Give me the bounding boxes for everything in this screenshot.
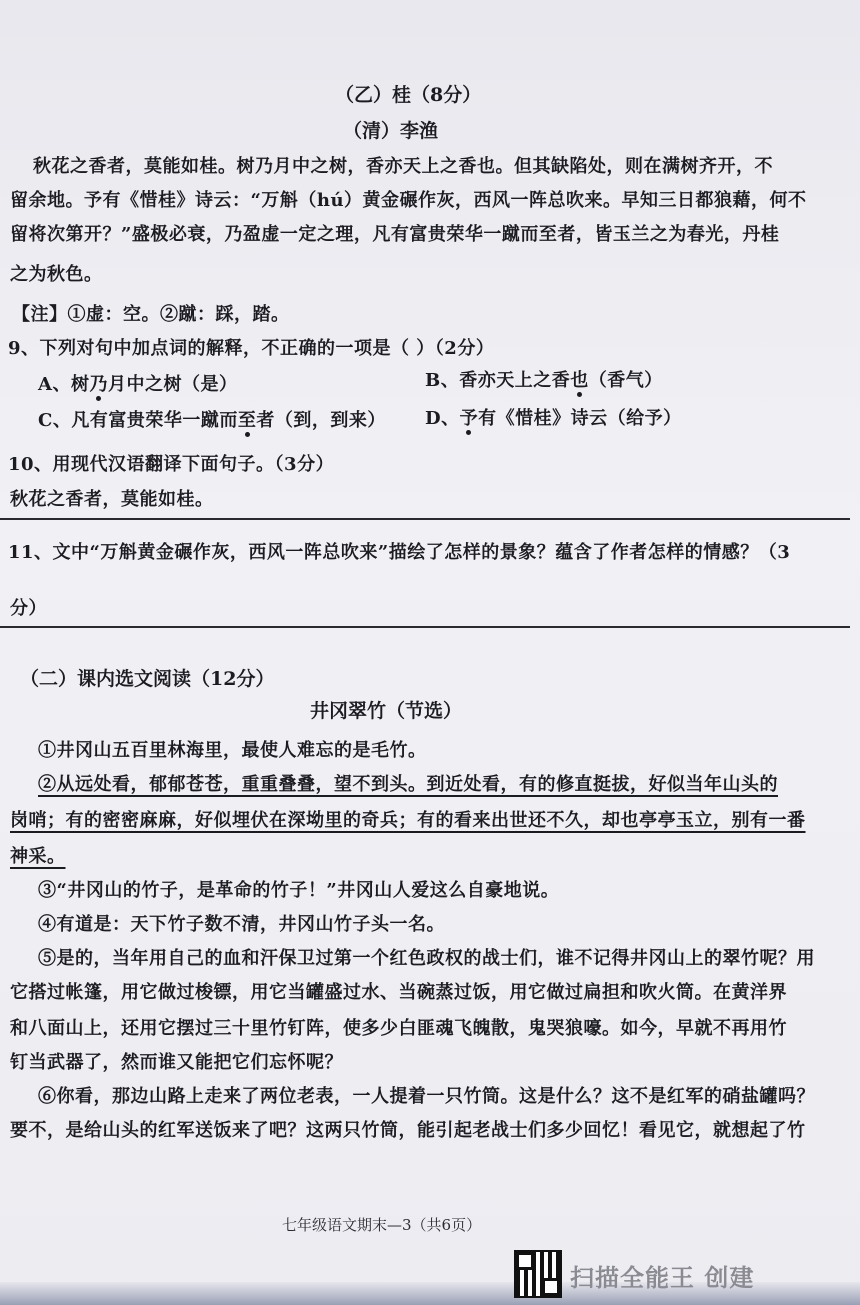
qr-code-icon — [516, 1252, 560, 1296]
paragraph-5-line-3: 和八面山上，还用它摆过三十里竹钉阵，使多少白匪魂飞魄散，鬼哭狼嚎。如今，早就不再用竹 — [10, 1018, 787, 1039]
paragraph-3: ③“井冈山的竹子，是革命的竹子！”井冈山人爱这么自豪地说。 — [38, 880, 560, 901]
page-number: 七年级语文期末—3（共6页） — [282, 1216, 482, 1234]
paragraph-4: ④有道是：天下竹子数不清，井冈山竹子头一名。 — [38, 914, 445, 935]
scanner-watermark: 扫描全能王 创建 — [570, 1264, 755, 1292]
q10-answer-line — [0, 518, 850, 520]
q11-line-2: 分） — [10, 598, 47, 619]
q9-stem: 9、下列对句中加点词的解释，不正确的一项是（ ）（2分） — [8, 338, 495, 359]
q11-line-1: 11、文中“万斛黄金碾作灰，西风一阵总吹来”描绘了怎样的景象？蕴含了作者怎样的情感？（3 — [8, 542, 791, 563]
q9-c-pre: C、凡有富贵荣华一蹴而 — [38, 410, 238, 431]
q9-option-d — [425, 404, 682, 430]
section-yi-line-3: 留将次第开？”盛极必衰，乃盈虚一定之理，凡有富贵荣华一蹴而至者，皆玉兰之为春光，丹桂 — [10, 224, 780, 245]
q9-option-c — [38, 406, 386, 432]
paragraph-6-line-1: ⑥你看，那边山路上走来了两位老表，一人提着一只竹筒。这是什么？这不是红军的硝盐罐吗？ — [38, 1086, 815, 1107]
q9-a-dot-word: 乃 — [89, 374, 108, 395]
section-yi-line-1: 秋花之香者，莫能如桂。树乃月中之树，香亦天上之香也。但其缺陷处，则在满树齐开，不 — [33, 156, 773, 177]
q9-d-pre: D、 — [425, 408, 460, 429]
section-2-title: 井冈翠竹（节选） — [310, 700, 463, 722]
section-yi-line-4: 之为秋色。 — [10, 264, 103, 285]
q9-a-pre: A、树 — [38, 374, 90, 395]
paragraph-5-line-2: 它搭过帐篷，用它做过梭镖，用它当罐盛过水、当碗蒸过饭，用它做过扁担和吹火筒。在黄洋界 — [10, 982, 787, 1003]
paragraph-5-line-4: 钉当武器了，然而谁又能把它们忘怀呢？ — [10, 1052, 343, 1073]
q9-a-post: 月中之树（是） — [107, 374, 238, 395]
q9-b-pre: B、香亦天上之香 — [425, 370, 571, 391]
q10-sentence: 秋花之香者，莫能如桂。 — [10, 489, 214, 510]
section-yi-author: （清）李渔 — [343, 120, 439, 142]
q9-d-post: 有《惜桂》诗云（给予） — [478, 408, 682, 429]
paragraph-1: ①井冈山五百里林海里，最使人难忘的是毛竹。 — [38, 740, 427, 761]
q11-answer-line — [0, 626, 850, 628]
q9-d-dot-word: 予 — [459, 408, 479, 429]
q9-b-dot-word: 也 — [570, 370, 589, 391]
section-yi-note: 【注】①虚：空。②蹴：踩，踏。 — [12, 304, 290, 325]
q9-c-dot-word: 至 — [237, 410, 257, 431]
q10-stem: 10、用现代汉语翻译下面句子。（3分） — [8, 454, 335, 475]
paragraph-5-line-1: ⑤是的，当年用自己的血和汗保卫过第一个红色政权的战士们，谁不记得井冈山上的翠竹呢？用 — [38, 948, 815, 969]
section-yi-title: （乙）桂（8分） — [335, 84, 482, 106]
section-yi-line-2: 留余地。予有《惜桂》诗云：“万斛（hú）黄金碾作灰，西风一阵总吹来。早知三日都狼藉，何不 — [10, 190, 807, 211]
paragraph-2-line-2: 岗哨；有的密密麻麻，好似埋伏在深坳里的奇兵；有的看来出世还不久，却也亭亭玉立，别有一番 — [10, 810, 806, 831]
section-2-header: （二）课内选文阅读（12分） — [20, 668, 275, 690]
q9-b-post: （香气） — [588, 370, 663, 391]
q9-option-b — [425, 366, 663, 392]
paragraph-6-line-2: 要不，是给山头的红军送饭来了吧？这两只竹筒，能引起老战士们多少回忆！看见它，就想起了竹 — [10, 1120, 806, 1141]
q9-option-a — [38, 370, 237, 396]
paragraph-2-line-1: ②从远处看，郁郁苍苍，重重叠叠，望不到头。到近处看，有的修直挺拔，好似当年山头的 — [38, 774, 778, 795]
q9-c-post: 者（到，到来） — [256, 410, 386, 431]
paragraph-2-line-3: 神采。 — [10, 846, 66, 867]
